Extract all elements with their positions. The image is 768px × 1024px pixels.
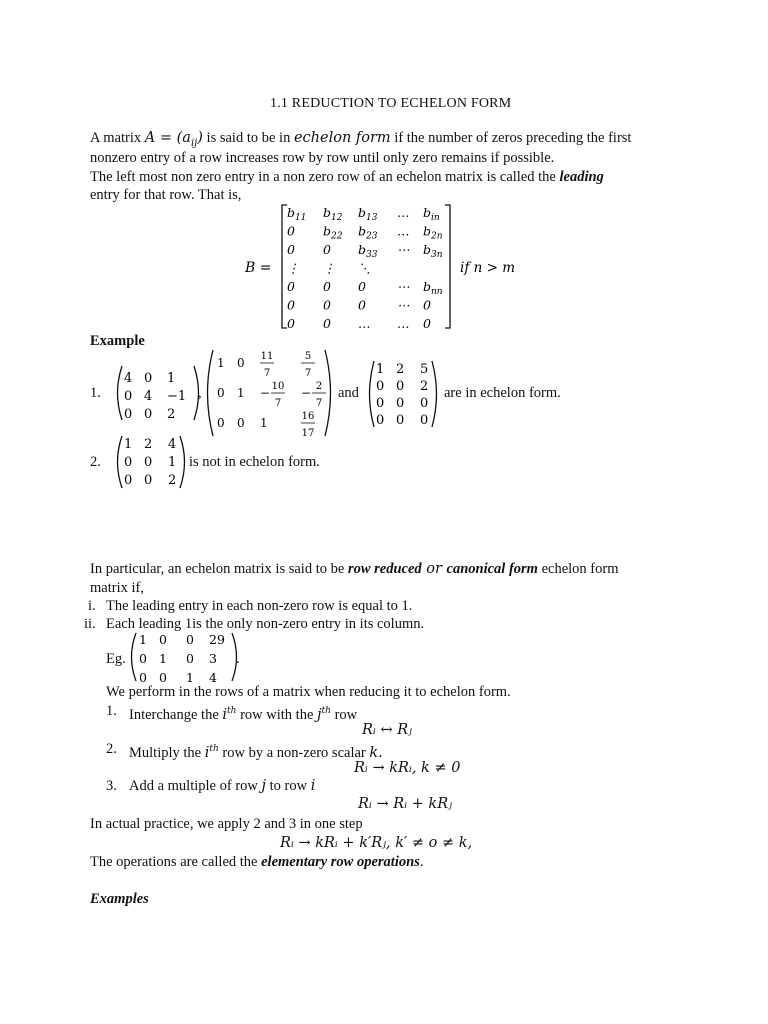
example1-matrix-3-entry: 1	[376, 362, 385, 377]
matrix-B-entry: $b_{33}$	[358, 242, 378, 260]
intro-line-2: nonzero entry of a row increases row by row until only zero remains if possible.	[90, 150, 555, 166]
example1-matrix-3-entry: 0	[420, 396, 429, 411]
eg-label: Eg.	[106, 651, 126, 667]
operations-intro: We perform in the rows of a matrix when reducing it to echelon form.	[106, 684, 511, 700]
matrix-B-entry: …	[358, 316, 371, 331]
op1-formula: Rᵢ ↔ Rⱼ	[362, 722, 412, 738]
example2-matrix	[112, 433, 192, 491]
eg-matrix-entry: 0	[186, 651, 194, 666]
example2-matrix-entry: 0	[124, 455, 133, 470]
example1-matrix-2-entry: 0	[237, 356, 245, 370]
operations-called: The operations are called the elementary row operations.	[90, 854, 424, 870]
example2-matrix-entry: 4	[168, 437, 177, 452]
eg-matrix-entry: 0	[159, 670, 167, 684]
matrix-B-entry: 0	[358, 297, 366, 313]
matrix-B-entry: $b_{13}$	[358, 205, 378, 223]
examples-heading: Examples	[90, 891, 149, 907]
example1-matrix-2-entry	[301, 411, 315, 439]
eg-matrix-entry: 3	[209, 651, 217, 666]
example1-matrix-3-entry: 0	[376, 396, 385, 411]
svg-text:11: 11	[260, 351, 274, 362]
condition-ii-text: Each leading 1is the only non-zero entry in its column.	[106, 616, 425, 632]
example1-and: and	[338, 385, 359, 401]
example1-matrix-3-entry: 0	[420, 413, 429, 428]
matrix-B-entry: $b_{12}$	[323, 205, 343, 223]
example2-number: 2.	[90, 454, 101, 470]
example1-matrix-1	[112, 363, 204, 423]
example1-matrix-1-entry: 4	[124, 371, 133, 386]
matrix-B-entry: 0	[287, 316, 295, 331]
particular-line-1: In particular, an echelon matrix is said to be row reduced or canonical form echelon form	[90, 561, 619, 577]
example1-matrix-2-entry	[301, 381, 326, 409]
matrix-B-entry: ⋮	[323, 260, 336, 276]
example1-matrix-3-entry: 5	[420, 362, 429, 377]
example1-number: 1.	[90, 385, 101, 401]
example1-matrix-2-entry: 0	[217, 386, 225, 400]
svg-text:−: −	[301, 386, 312, 400]
eg-matrix	[126, 630, 244, 684]
eg-matrix-entry: 0	[186, 632, 194, 647]
matrix-B-entry: 0	[287, 297, 295, 313]
svg-text:7: 7	[315, 398, 323, 409]
matrix-B-entry: $b_{in}$	[423, 205, 440, 223]
condition-ii-number: ii.	[84, 616, 96, 632]
matrix-B-entry: $b_{22}$	[323, 223, 343, 242]
svg-text:17: 17	[301, 428, 315, 439]
example1-matrix-2-entry: 1	[217, 356, 225, 370]
matrix-B-entry: …	[397, 205, 410, 220]
matrix-B-entry: $b_{23}$	[358, 223, 378, 242]
matrix-B-entry: 0	[287, 223, 295, 239]
section-title: 1.1 REDUCTION TO ECHELON FORM	[270, 96, 512, 111]
intro-line-4: entry for that row. That is,	[90, 187, 242, 203]
practice-line: In actual practice, we apply 2 and 3 in one step	[90, 816, 363, 832]
eg-matrix-entry: 1	[159, 651, 167, 666]
example1-matrix-2-entry: 0	[217, 416, 225, 430]
example1-matrix-3-entry: 0	[396, 379, 405, 394]
example1-matrix-3-entry: 2	[420, 379, 429, 394]
example2-matrix-entry: 1	[168, 455, 177, 470]
intro-line-1: A matrix $A = (a_{ij})$ is said to be in echelon form if the number of zeros preceding the first	[90, 130, 632, 149]
eg-matrix-entry: 1	[186, 670, 194, 684]
example1-matrix-2-entry	[260, 351, 274, 379]
example2-matrix-entry: 0	[144, 455, 153, 470]
example2-matrix-entry: 0	[144, 473, 153, 488]
matrix-B-entry: ⋮	[287, 260, 300, 276]
condition-i-text: The leading entry in each non-zero row is equal to 1.	[106, 598, 413, 614]
matrix-B-entry: $b_{nn}$	[423, 279, 443, 297]
example1-matrix-1-entry: 0	[124, 389, 133, 404]
svg-text:16: 16	[301, 411, 315, 422]
matrix-B-entry: ⋯	[397, 279, 410, 294]
matrix-B-entry: 0	[323, 242, 331, 257]
op3-text: Add a multiple of row j to row i	[129, 778, 316, 794]
matrix-B-entry: 0	[423, 297, 431, 313]
example1-matrix-3-entry: 0	[396, 396, 405, 411]
matrix-B-entry: …	[397, 316, 410, 331]
example1-matrix-3-entry: 0	[396, 413, 405, 428]
example1-matrix-1-entry: 0	[144, 371, 153, 386]
example1-matrix-2	[203, 347, 335, 439]
example2-suffix: is not in echelon form.	[189, 454, 320, 470]
example1-matrix-1-entry: 0	[144, 407, 153, 422]
svg-text:2: 2	[315, 381, 323, 392]
op2-number: 2.	[106, 741, 117, 757]
example1-matrix-1-entry: 0	[124, 407, 133, 422]
matrix-B-entry: 0	[323, 279, 331, 294]
combined-formula: Rᵢ → kRᵢ + k′Rⱼ, k′ ≠ o ≠ k,	[280, 835, 473, 851]
example2-matrix-entry: 1	[124, 437, 133, 452]
matrix-B-entry: 0	[358, 279, 366, 294]
intro-line-3: The left most non zero entry in a non zero row of an echelon matrix is called the leading	[90, 169, 604, 185]
example1-matrix-2-entry: 1	[237, 386, 245, 400]
matrix-B-entry: 0	[287, 279, 295, 294]
example1-matrix-2-entry: 1	[260, 416, 268, 430]
svg-text:5: 5	[304, 351, 312, 362]
example2-matrix-entry: 0	[124, 473, 133, 488]
example-heading: Example	[90, 333, 145, 349]
example1-matrix-3-entry: 0	[376, 379, 385, 394]
matrix-B-entry: 0	[287, 242, 295, 257]
matrix-B-label: B =	[245, 260, 272, 276]
matrix-B-entry: 0	[423, 316, 431, 331]
op1-number: 1.	[106, 703, 117, 719]
matrix-B-entry: $b_{11}$	[287, 205, 307, 223]
example1-matrix-3	[364, 358, 442, 430]
svg-text:7: 7	[263, 368, 271, 379]
op3-number: 3.	[106, 778, 117, 794]
eg-matrix-entry: 1	[139, 632, 147, 647]
example1-matrix-2-entry	[301, 351, 315, 379]
example2-matrix-entry: 2	[168, 473, 177, 488]
matrix-B-entry: $b_{2n}$	[423, 223, 443, 242]
matrix-B-entry: 0	[323, 297, 331, 313]
example1-matrix-3-entry: 0	[376, 413, 385, 428]
eg-matrix-entry: 0	[159, 632, 167, 647]
eg-matrix-entry: 0	[139, 670, 147, 684]
example1-matrix-1-entry: −1	[167, 389, 187, 404]
matrix-B	[240, 200, 540, 332]
example1-matrix-1-entry: 1	[167, 371, 176, 386]
matrix-B-condition: if n > m	[460, 260, 515, 276]
example1-suffix: are in echelon form.	[444, 385, 561, 401]
example2-matrix-entry: 2	[144, 437, 153, 452]
op2-formula: Rᵢ → kRᵢ, k ≠ 0	[354, 760, 461, 776]
matrix-B-entry: ⋯	[397, 242, 410, 257]
example1-matrix-2-entry: 0	[237, 416, 245, 430]
example1-matrix-2-entry	[260, 381, 285, 409]
example1-matrix-1-entry: 4	[144, 389, 153, 404]
svg-text:7: 7	[274, 398, 282, 409]
example1-matrix-1-entry: 2	[167, 407, 176, 422]
matrix-B-entry: ⋯	[397, 297, 410, 313]
svg-text:−: −	[260, 386, 271, 400]
condition-i-number: i.	[88, 598, 96, 614]
eg-end: .	[236, 651, 240, 667]
svg-text:10: 10	[271, 381, 285, 392]
op1-text: Interchange the $i^{th}$ row with the $j^{th}$ row	[129, 706, 358, 723]
example1-matrix-3-entry: 2	[396, 362, 405, 377]
particular-line-2: matrix if,	[90, 580, 144, 596]
eg-matrix-entry: 29	[209, 632, 225, 647]
op3-formula: Rᵢ → Rᵢ + kRⱼ	[358, 796, 452, 812]
eg-matrix-entry: 0	[139, 651, 147, 666]
eg-matrix-entry: 4	[209, 670, 217, 684]
op2-text: Multiply the $i^{th}$ row by a non-zero scalar k.	[129, 744, 383, 761]
matrix-B-entry: 0	[323, 316, 331, 331]
matrix-B-entry: ⋱	[358, 260, 371, 276]
example1-comma: ,	[198, 385, 202, 401]
matrix-B-entry: $b_{3n}$	[423, 242, 443, 260]
matrix-B-entry: …	[397, 223, 410, 239]
svg-text:7: 7	[304, 368, 312, 379]
